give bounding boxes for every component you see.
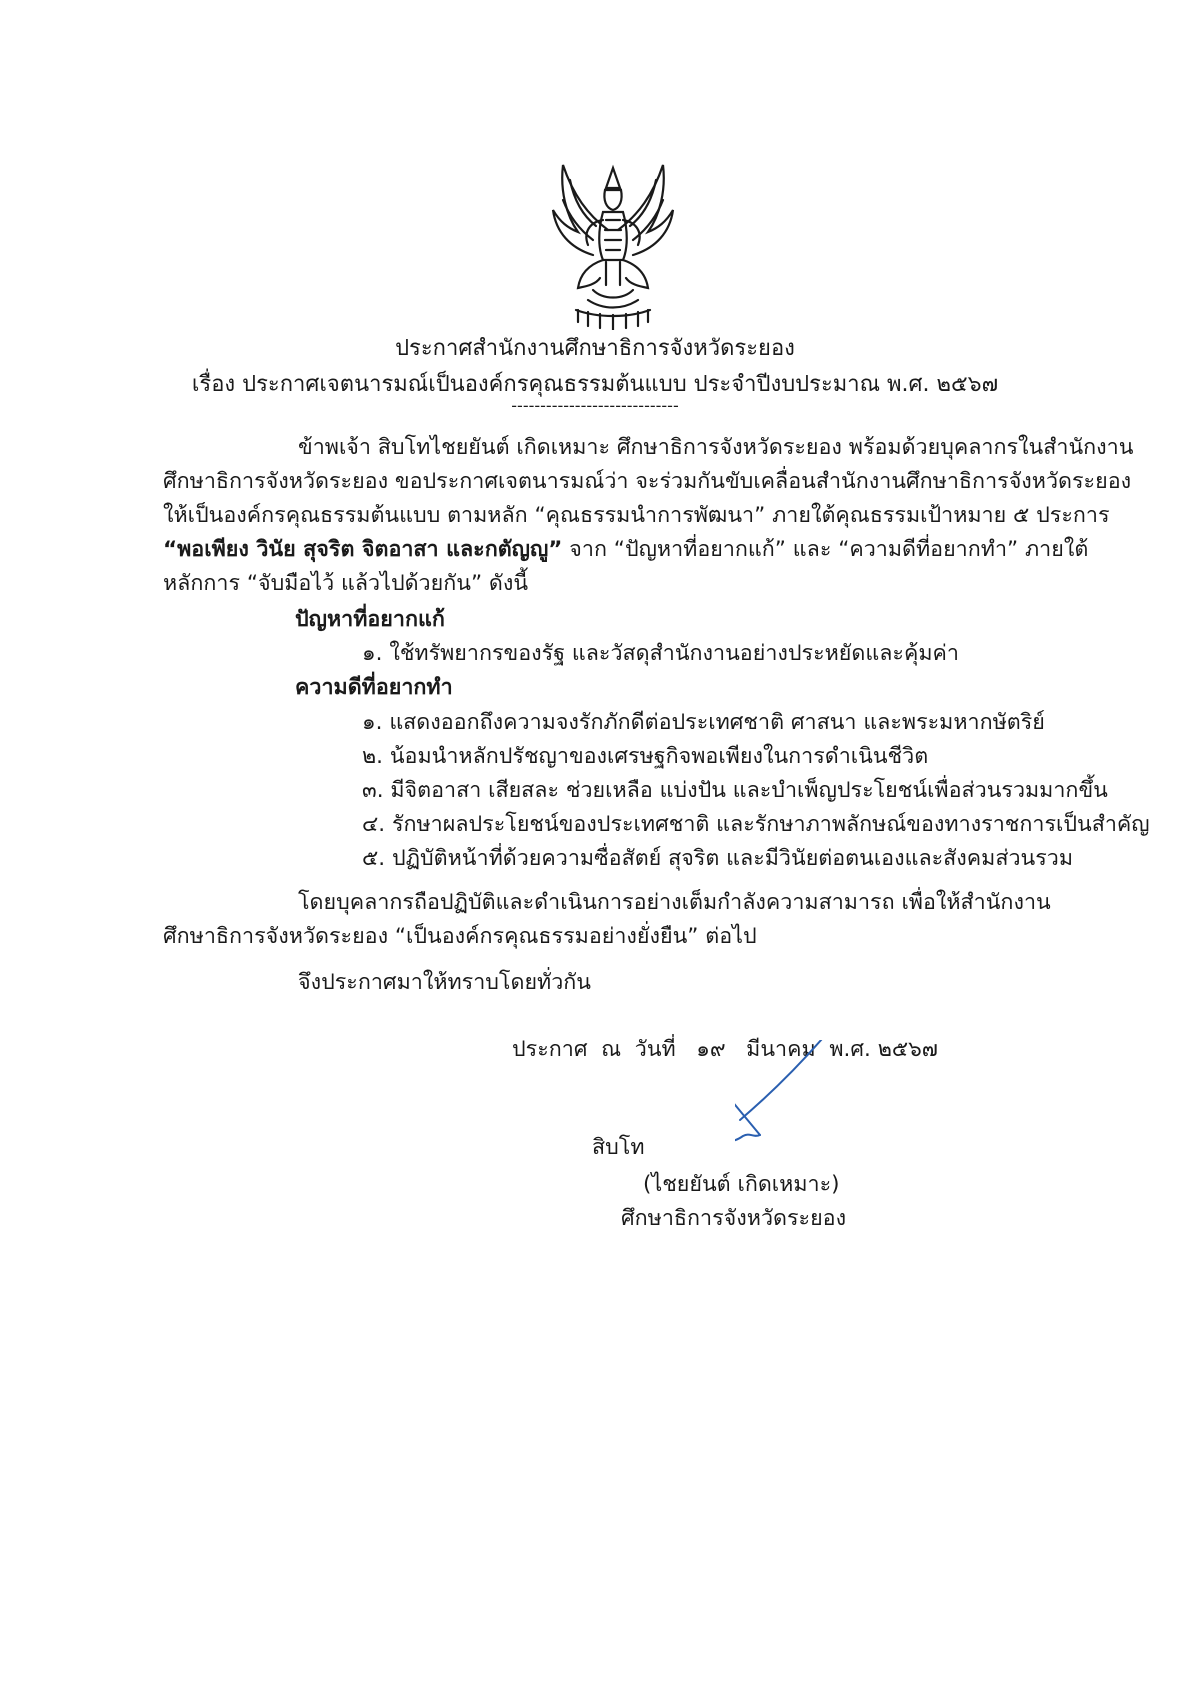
date-year: ๒๕๖๗ (877, 1037, 938, 1062)
date-day: ๑๙ (696, 1037, 726, 1062)
garuda-emblem (548, 160, 678, 330)
intro-line-4-rest: จาก “ปัญหาที่อยากแก้” และ “ความดีที่อยากทำ” ภายใต้ (562, 537, 1089, 562)
intro-line-1: ข้าพเจ้า สิบโทไชยยันต์ เกิดเหมาะ ศึกษาธิการจังหวัดระยอง พร้อมด้วยบุคลากรในสำนักงาน (298, 435, 1134, 460)
date-month: มีนาคม (746, 1037, 816, 1062)
signer-position: ศึกษาธิการจังหวัดระยอง (621, 1206, 847, 1231)
date-prefix: ประกาศ (512, 1037, 588, 1062)
intro-line-5: หลักการ “จับมือไว้ แล้วไปด้วยกัน” ดังนี้ (163, 571, 529, 596)
closing-line-2: ศึกษาธิการจังหวัดระยอง “เป็นองค์กรคุณธรรมอย่างยั่งยืน” ต่อไป (163, 924, 757, 949)
signer-name: (ไชยยันต์ เกิดเหมาะ) (643, 1172, 840, 1197)
problems-heading: ปัญหาที่อยากแก้ (295, 607, 445, 632)
document-title: ประกาศสำนักงานศึกษาธิการจังหวัดระยอง (395, 336, 795, 361)
problem-item-1: ๑. ใช้ทรัพยากรของรัฐ และวัสดุสำนักงานอย่างประหยัดและคุ้มค่า (362, 641, 959, 666)
goodness-item-3: ๓. มีจิตอาสา เสียสละ ช่วยเหลือ แบ่งปัน และบำเพ็ญประโยชน์เพื่อส่วนรวมมากขึ้น (362, 778, 1108, 803)
goodness-item-2: ๒. น้อมนำหลักปรัชญาของเศรษฐกิจพอเพียงในการดำเนินชีวิต (362, 744, 929, 769)
announce-line: จึงประกาศมาให้ทราบโดยทั่วกัน (298, 970, 592, 995)
document-subject: เรื่อง ประกาศเจตนารมณ์เป็นองค์กรคุณธรรมต้นแบบ ประจำปีงบประมาณ พ.ศ. ๒๕๖๗ (191, 372, 999, 397)
intro-line-2: ศึกษาธิการจังหวัดระยอง ขอประกาศเจตนารมณ์ว่า จะร่วมกันขับเคลื่อนสำนักงานศึกษาธิการจังหวัดระยอง (163, 469, 1132, 494)
intro-line-3: ให้เป็นองค์กรคุณธรรมต้นแบบ ตามหลัก “คุณธรรมนำการพัฒนา” ภายใต้คุณธรรมเป้าหมาย ๕ ประการ (163, 503, 1110, 528)
header-divider: ----------------------------- (511, 396, 679, 415)
closing-line-1: โดยบุคลากรถือปฏิบัติและดำเนินการอย่างเต็มกำลังความสามารถ เพื่อให้สำนักงาน (298, 890, 1051, 915)
goodness-heading: ความดีที่อยากทำ (295, 675, 453, 700)
date-day-label: วันที่ (634, 1037, 676, 1062)
signer-rank: สิบโท (592, 1135, 645, 1160)
goodness-item-5: ๕. ปฏิบัติหน้าที่ด้วยความซื่อสัตย์ สุจริต และมีวินัยต่อตนเองและสังคมส่วนรวม (362, 846, 1074, 871)
date-year-label: พ.ศ. (829, 1037, 871, 1062)
goodness-item-4: ๔. รักษาผลประโยชน์ของประเทศชาติ และรักษาภาพลักษณ์ของทางราชการเป็นสำคัญ (362, 812, 1150, 837)
date-at: ณ (601, 1037, 622, 1062)
goodness-item-1: ๑. แสดงออกถึงความจงรักภักดีต่อประเทศชาติ ศาสนา และพระมหากษัตริย์ (362, 710, 1045, 735)
core-virtues: “พอเพียง วินัย สุจริต จิตอาสา และกตัญญู” (163, 537, 563, 562)
intro-line-4 (163, 532, 1089, 566)
